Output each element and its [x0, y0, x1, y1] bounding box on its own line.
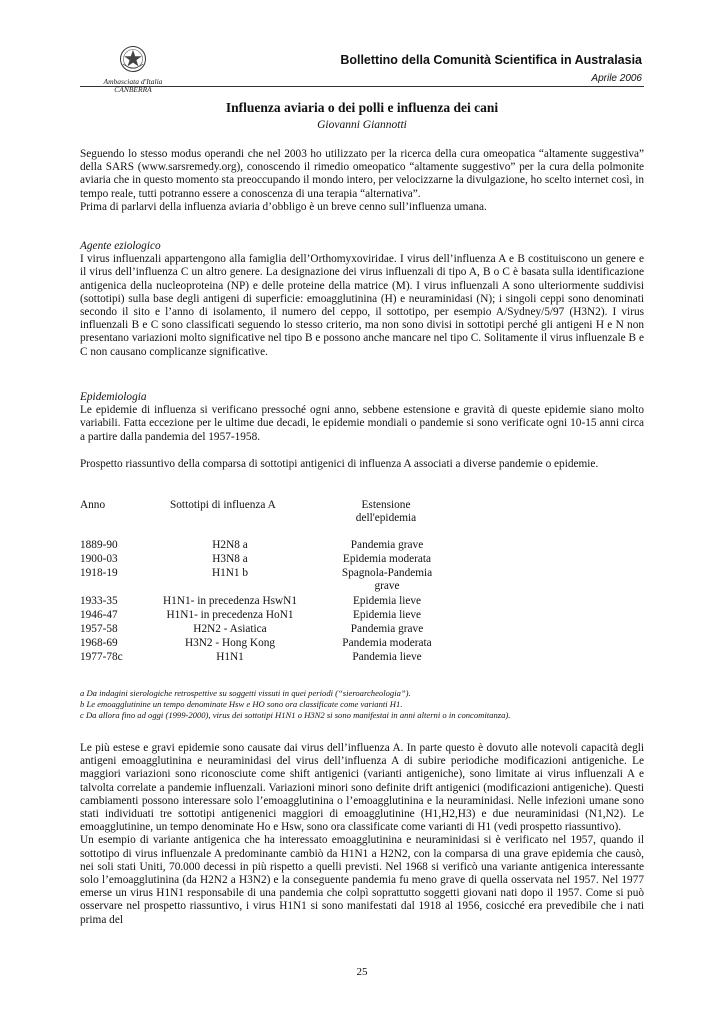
article-author: Giovanni Giannotti	[317, 119, 407, 131]
cell-extent: Epidemia moderata	[342, 553, 432, 565]
table-footnotes	[80, 688, 644, 721]
cell-extent: Pandemia moderata	[342, 637, 432, 649]
cell-year: 1900-03	[80, 553, 118, 565]
table-header-subtype: Sottotipi di influenza A	[170, 499, 276, 511]
issue-date: Aprile 2006	[591, 73, 642, 84]
cell-subtype: H3N8 a	[212, 553, 248, 565]
table-row	[80, 553, 644, 567]
cell-extent: Pandemia grave	[350, 539, 424, 551]
cell-year: 1918-19	[80, 567, 118, 579]
body-section	[80, 742, 644, 927]
body-paragraph-1: Le più estese e gravi epidemie sono causate dai virus dell’influenza A. In parte questo è dovuto alle notevoli capacità degli antigeni emoagglutinina e neuraminidasi del virus dell’influenza A di subire periodiche modificazioni antigeniche. Le maggiori variazioni sono riconosciute come shift antigenici (varianti antigeniche), sono limitate ai virus influenzali A e talvolta correlate a pandemie influenzali. Variazioni minori sono definite drift antigenici (modificazioni antigeniche). Questi cambiamenti possono interessare solo l’emoagglutinina o l’emoagglutinina e la neuraminidasi. Nelle infezioni umane sono stati individuati tre sottotipi antigenenici maggiori di emoagglutinine (H1,H2,H3) e due neuraminidasi (N1,N2). Le emoagglutinine, un tempo denominate Ho e Hsw, sono ora classificate come varianti di H1 (vedi prospetto riassuntivo).	[80, 742, 644, 834]
table-body	[80, 539, 644, 665]
epidemiology-section	[80, 391, 644, 444]
cell-subtype: H1N1- in precedenza HswN1	[163, 595, 297, 607]
cell-year: 1977-78c	[80, 651, 123, 663]
body-paragraph-2: Un esempio di variante antigenica che ha interessato emoagglutinina e neuraminidasi si è verificato nel 1957, quando il sottotipo di virus influenzale A predominante cambiò da H1N1 a H2N2, con la comparsa di una grave epidemia che causò, nei soli stati Uniti, 70.000 decessi in più rispetto a quelli previsti. Nel 1968 si verificò una variante antigenica interessante solo l’emoagglutinina (da H2N2 a H3N2) e la conseguente pandemia fu meno grave di quella osservata nel 1957. Nel 1977 emerse un virus H1N1 responsabile di una pandemia che colpì soprattutto soggetti giovani nati dopo il 1957. Come si può osservare nel prospetto riassuntivo, i virus H1N1 si sono manifestati dal 1918 al 1956, cosicché era prevedibile che i nati prima del	[80, 834, 644, 926]
table-intro	[80, 458, 644, 471]
epidemiology-paragraph: Le epidemie di influenza si verificano pressoché ogni anno, sebbene estensione e gravità di queste epidemie siano molto variabili. Fatta eccezione per le ultime due decadi, le epidemie mondiali o pandemie si sono verificate ogni 10-15 anni circa a partire dalla pandemia del 1957-1958.	[80, 404, 644, 443]
cell-subtype: H1N1- in precedenza HoN1	[166, 609, 294, 621]
italian-emblem-icon	[118, 44, 148, 74]
cell-extent: Pandemia lieve	[352, 651, 422, 663]
cell-subtype: H2N2 - Asiatica	[193, 623, 267, 635]
table-header-year: Anno	[80, 499, 106, 511]
embassy-name: Ambasciata d'Italia	[103, 77, 163, 86]
etiology-section	[80, 240, 644, 359]
table-row	[80, 609, 644, 623]
table-intro-paragraph: Prospetto riassuntivo della comparsa di sottotipi antigenici di influenza A associati a diverse pandemie o epidemie.	[80, 458, 599, 470]
footnote: a Da indagini sierologiche retrospettive su soggetti vissuti in quei periodi (“sieroarcheologia”).	[80, 688, 411, 698]
cell-subtype: H2N8 a	[212, 539, 248, 551]
table-row	[80, 651, 644, 665]
cell-extent: Epidemia lieve	[352, 595, 422, 607]
table-row	[80, 539, 644, 553]
cell-extent: Epidemia lieve	[352, 609, 422, 621]
cell-year: 1933-35	[80, 595, 118, 607]
epidemiology-heading: Epidemiologia	[80, 391, 147, 403]
cell-subtype: H1N1	[216, 651, 244, 663]
cell-extent: Spagnola-Pandemia grave	[341, 567, 433, 593]
cell-year: 1946-47	[80, 609, 118, 621]
cell-subtype: H1N1 b	[211, 567, 249, 579]
header-divider	[80, 86, 644, 87]
table-row	[80, 637, 644, 651]
cell-extent: Pandemia grave	[350, 623, 424, 635]
intro-paragraph: Seguendo lo stesso modus operandi che nel 2003 ho utilizzato per la ricerca della cura omeopatica “altamente suggestiva” della SARS (www.sarsremedy.org), conoscendo il rimedio omeopatico “altamente suggestivo” per la cura della polmonite aviaria che in questo momento sta preoccupando il mondo intero, per velocizzarne la divulgazione, ho scelto internet così, in tempo reale, tutti potranno essere a conoscenza di una terapia “alternativa”.	[80, 148, 644, 200]
article-title: Influenza aviaria o dei polli e influenza dei cani	[225, 100, 499, 115]
cell-year: 1968-69	[80, 637, 118, 649]
cell-year: 1957-58	[80, 623, 118, 635]
footnote: c Da allora fino ad oggi (1999-2000), virus dei sottotipi H1N1 o H3N2 si sono manifestai in anni alterni o in concomitanza).	[80, 710, 511, 720]
table-header-row	[80, 499, 644, 539]
etiology-heading: Agente eziologico	[80, 240, 161, 252]
embassy-city: CANBERRA	[114, 85, 152, 94]
etiology-paragraph: I virus influenzali appartengono alla famiglia dell’Orthomyxoviridae. I virus dell’influenza A e B costituiscono un genere e il virus dell’influenza C un altro genere. La designazione dei virus influenzali di tipo A, B o C è basata sulla identificazione antigenica della nucleoproteina (NP) e delle proteine della matrice (M). I virus influenzali A sono ulteriormente suddivisi (sottotipi) sulla base degli antigeni di superficie: emoagglutinina (H) e neuraminidasi (N); i singoli ceppi sono denominati secondo il sito e l’anno di isolamento, il numero del ceppo, il sottotipo, per esempio A/Sydney/5/97 (H3N2). I virus influenzali B e C sono classificati seguendo lo stesso criterio, ma non sono divisi in sottotipi perché gli antigeni H e N non presentano variazioni molto significative nel tipo B e possono anche mancare nel tipo C. Solitamente il virus influenzale B e C non causano complicanze significative.	[80, 253, 644, 358]
footnote: b Le emoagglutinine un tempo denominate Hsw e HO sono ora classificate come varianti H1.	[80, 699, 403, 709]
table-row	[80, 595, 644, 609]
intro-section	[80, 148, 644, 214]
pandemic-table	[80, 499, 644, 665]
bulletin-title: Bollettino della Comunità Scientifica in Australasia	[340, 53, 642, 67]
table-row	[80, 623, 644, 637]
cell-subtype: H3N2 - Hong Kong	[184, 637, 276, 649]
intro-paragraph-2: Prima di parlarvi della influenza aviaria d’obbligo è un breve cenno sull’influenza umana.	[80, 200, 487, 213]
page-number: 25	[356, 966, 368, 978]
table-row	[80, 567, 644, 595]
table-header-extent: Estensione dell'epidemia	[355, 499, 417, 525]
cell-year: 1889-90	[80, 539, 118, 551]
